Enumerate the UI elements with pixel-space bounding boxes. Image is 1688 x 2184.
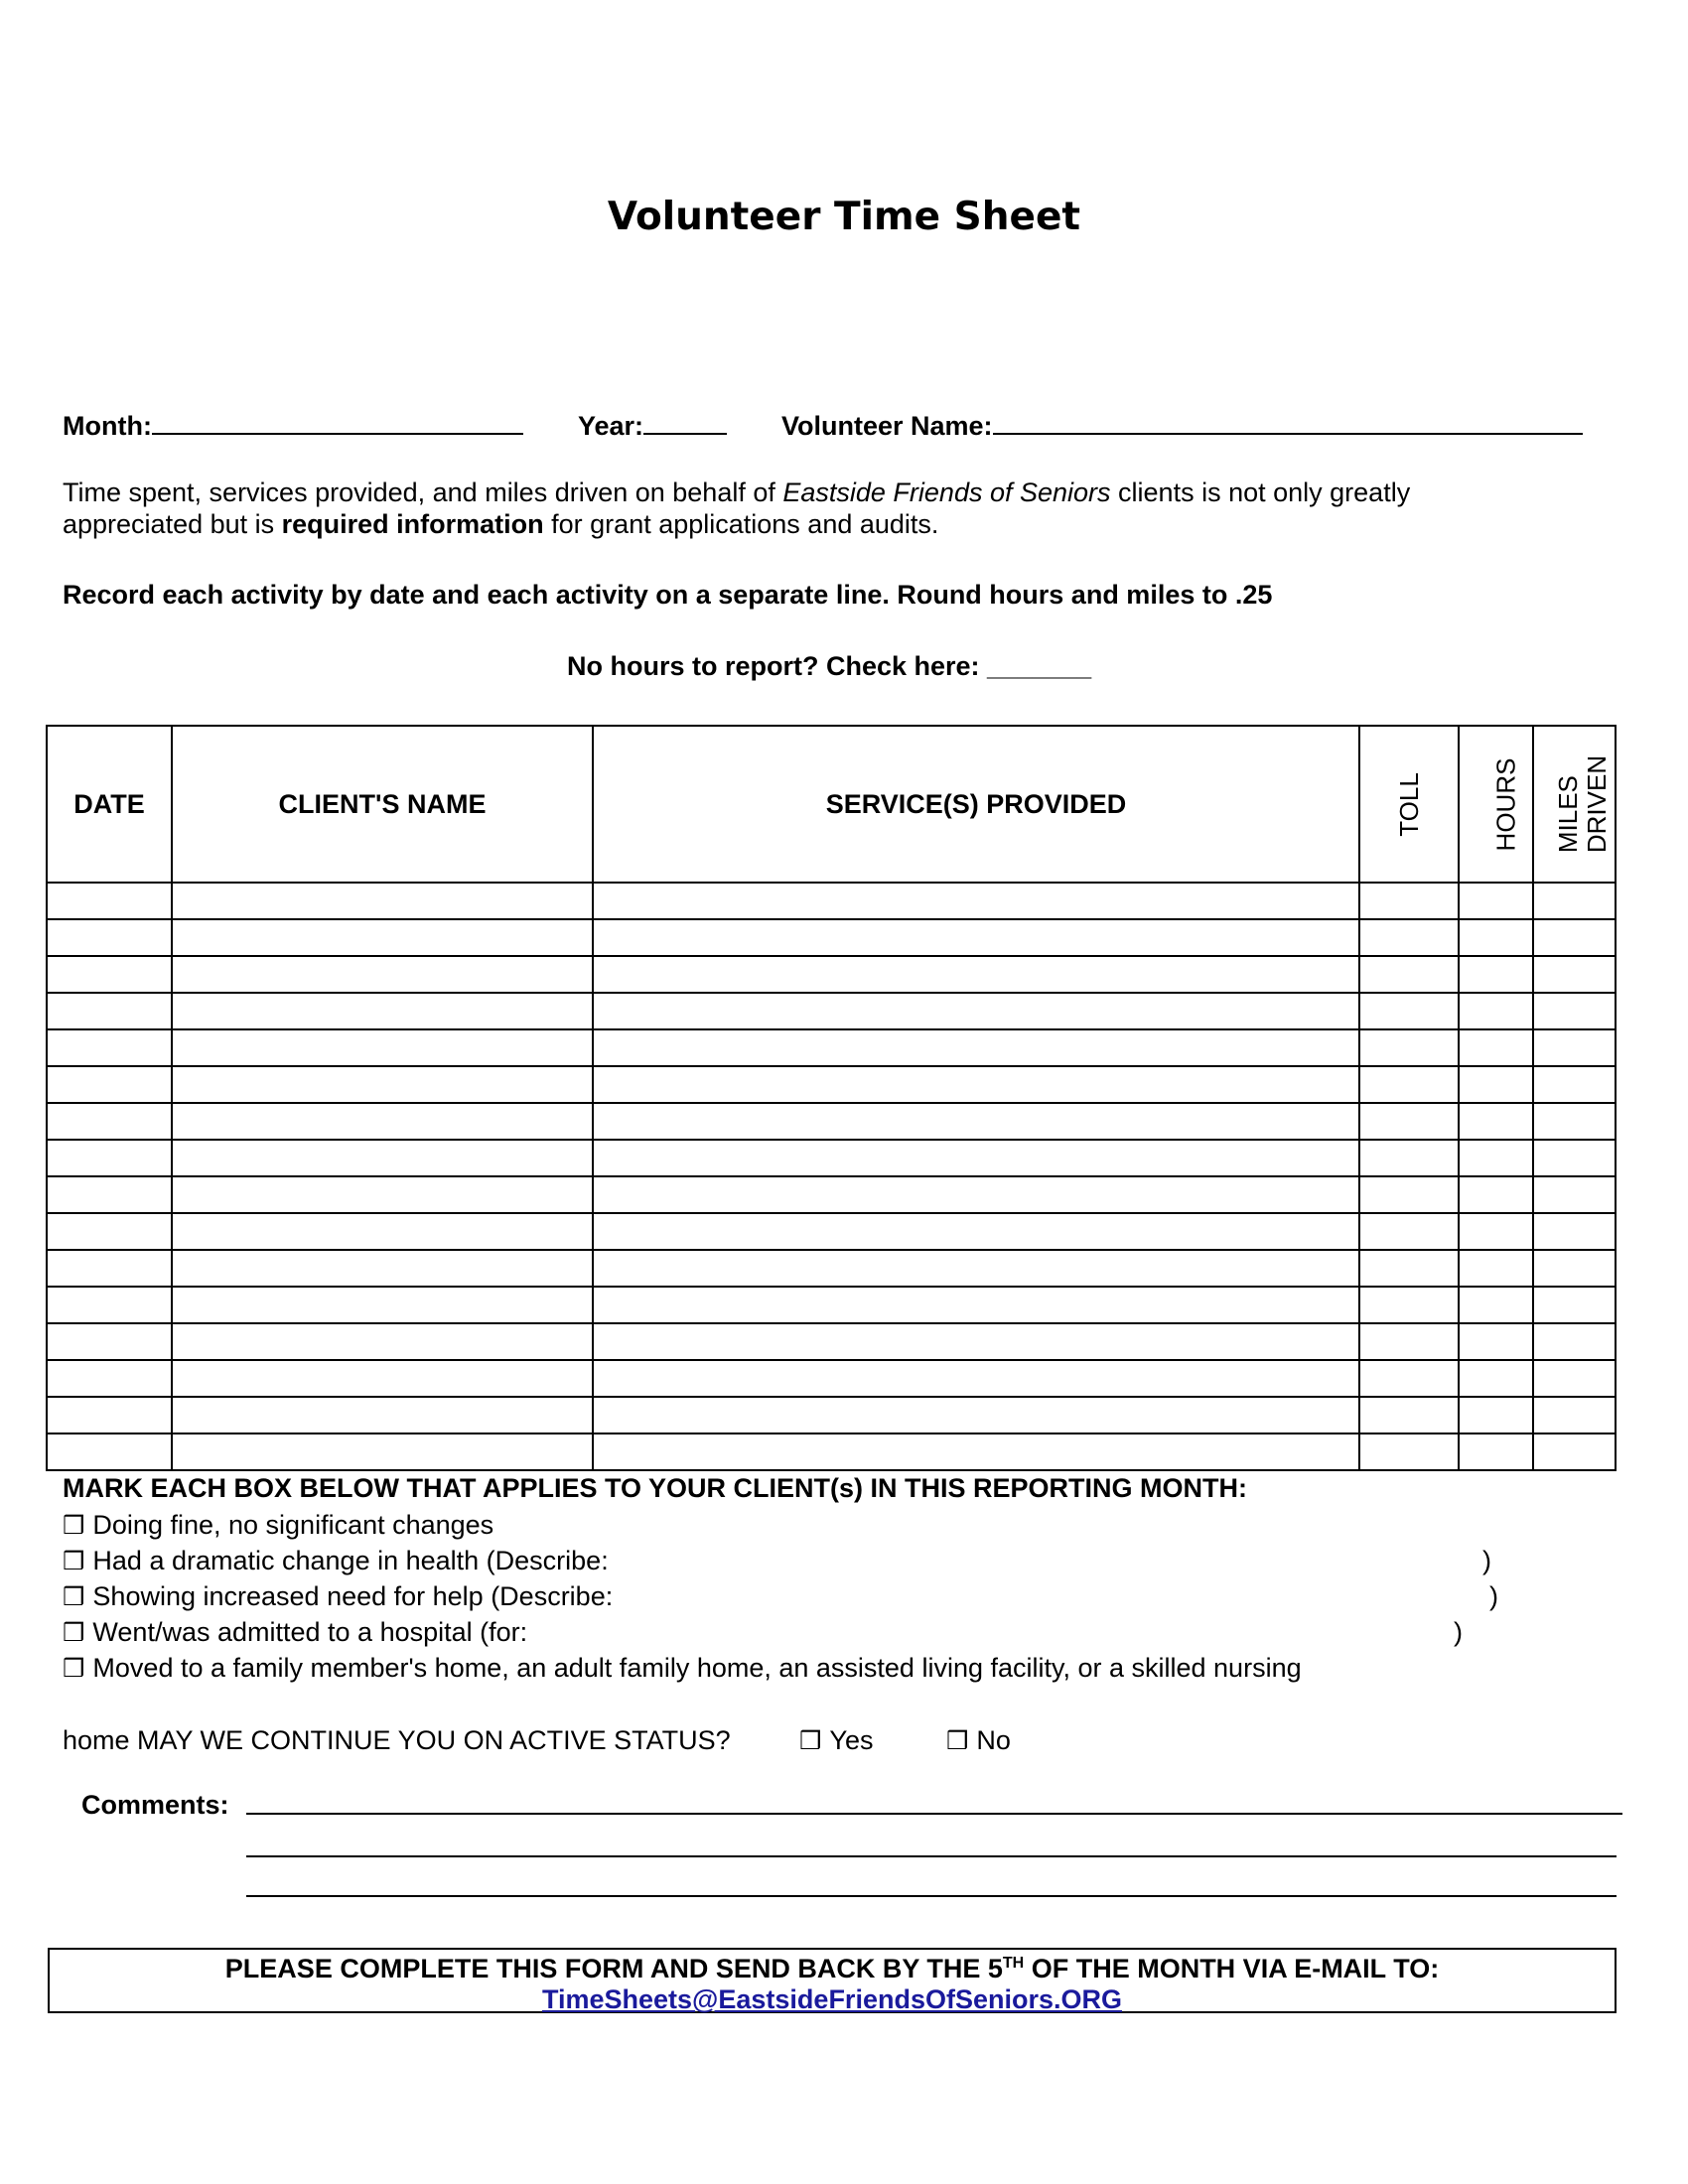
toll-cell[interactable] [1359, 1213, 1459, 1250]
hours-cell[interactable] [1459, 1066, 1533, 1103]
table-body [47, 883, 1616, 1470]
active-yes-option[interactable] [799, 1725, 873, 1756]
toll-cell[interactable] [1359, 1066, 1459, 1103]
toll-cell[interactable] [1359, 1323, 1459, 1360]
client-name-cell[interactable] [172, 883, 593, 919]
month-field [63, 411, 523, 442]
close-paren: ) [1489, 1581, 1498, 1611]
hours-cell[interactable] [1459, 993, 1533, 1029]
client-name-cell[interactable] [172, 1287, 593, 1323]
year-field [578, 411, 727, 442]
comments-line-2[interactable] [246, 1855, 1617, 1857]
toll-cell[interactable] [1359, 1103, 1459, 1140]
toll-cell[interactable] [1359, 919, 1459, 956]
intro-line-1 [63, 478, 1410, 508]
notice-text: OF THE MONTH VIA E-MAIL TO: [1024, 1954, 1440, 1983]
month-input[interactable] [152, 411, 523, 435]
client-name-cell[interactable] [172, 1103, 593, 1140]
status-item-doing-fine[interactable] [63, 1510, 493, 1541]
services-cell[interactable] [593, 1323, 1359, 1360]
col-client-name: CLIENT'S NAME [172, 726, 593, 883]
miles-cell[interactable] [1533, 1287, 1616, 1323]
submission-instruction [50, 1954, 1615, 1984]
checkbox-icon[interactable]: ❒ [799, 1727, 822, 1755]
client-name-cell[interactable] [172, 1176, 593, 1213]
date-cell[interactable] [47, 1140, 172, 1176]
miles-cell[interactable] [1533, 993, 1616, 1029]
table-row [47, 1287, 1616, 1323]
table-row [47, 1066, 1616, 1103]
comments-label: Comments: [81, 1790, 229, 1820]
miles-cell[interactable] [1533, 1029, 1616, 1066]
col-services: SERVICE(S) PROVIDED [593, 726, 1359, 883]
volunteer-name-field [781, 411, 1583, 442]
table-row [47, 919, 1616, 956]
miles-cell[interactable] [1533, 1140, 1616, 1176]
page-title: Volunteer Time Sheet [607, 195, 1081, 239]
services-cell[interactable] [593, 956, 1359, 993]
table-row [47, 1176, 1616, 1213]
date-cell[interactable] [47, 1360, 172, 1397]
submission-notice [48, 1948, 1617, 2013]
services-cell[interactable] [593, 1176, 1359, 1213]
services-cell[interactable] [593, 1103, 1359, 1140]
checkbox-icon[interactable]: ❒ [63, 1583, 85, 1611]
hours-cell[interactable] [1459, 919, 1533, 956]
date-cell[interactable] [47, 1287, 172, 1323]
toll-cell[interactable] [1359, 883, 1459, 919]
services-cell[interactable] [593, 1360, 1359, 1397]
checkbox-icon[interactable]: ❒ [63, 1655, 85, 1683]
date-cell[interactable] [47, 1433, 172, 1470]
hours-cell[interactable] [1459, 1433, 1533, 1470]
services-cell[interactable] [593, 1066, 1359, 1103]
comments-line-3[interactable] [246, 1895, 1617, 1897]
toll-cell[interactable] [1359, 956, 1459, 993]
miles-cell[interactable] [1533, 883, 1616, 919]
miles-cell[interactable] [1533, 1433, 1616, 1470]
miles-cell[interactable] [1533, 1360, 1616, 1397]
toll-cell[interactable] [1359, 1287, 1459, 1323]
toll-cell[interactable] [1359, 1176, 1459, 1213]
miles-cell[interactable] [1533, 1213, 1616, 1250]
status-item-label: Doing fine, no significant changes [92, 1510, 494, 1540]
status-heading: MARK EACH BOX BELOW THAT APPLIES TO YOUR CLIENT(s) IN THIS REPORTING MONTH: [63, 1473, 1248, 1503]
table-row [47, 1140, 1616, 1176]
miles-cell[interactable] [1533, 1397, 1616, 1433]
close-paren: ) [1454, 1617, 1463, 1647]
client-name-cell[interactable] [172, 1397, 593, 1433]
intro-line-2 [63, 509, 938, 540]
date-cell[interactable] [47, 1066, 172, 1103]
table-header-row [47, 726, 1616, 883]
hours-cell[interactable] [1459, 1250, 1533, 1287]
miles-cell[interactable] [1533, 1323, 1616, 1360]
client-name-cell[interactable] [172, 1250, 593, 1287]
miles-cell[interactable] [1533, 1176, 1616, 1213]
hours-cell[interactable] [1459, 1397, 1533, 1433]
checkbox-icon[interactable]: ❒ [63, 1512, 85, 1540]
date-cell[interactable] [47, 919, 172, 956]
toll-cell[interactable] [1359, 1360, 1459, 1397]
col-toll [1359, 726, 1459, 883]
date-cell[interactable] [47, 1397, 172, 1433]
hours-cell[interactable] [1459, 1029, 1533, 1066]
client-name-cell[interactable] [172, 1323, 593, 1360]
checkbox-icon[interactable]: ❒ [63, 1619, 85, 1647]
volunteer-name-label: Volunteer Name: [781, 411, 993, 441]
status-item-label: Went/was admitted to a hospital (for: [92, 1617, 528, 1647]
table-row [47, 1029, 1616, 1066]
hours-cell[interactable] [1459, 1103, 1533, 1140]
status-item-label: Moved to a family member's home, an adult family home, an assisted living facility, or a skilled nursing [92, 1653, 1302, 1683]
intro-text: appreciated but is [63, 509, 282, 539]
comments-line-1[interactable] [246, 1813, 1622, 1815]
close-paren: ) [1482, 1546, 1491, 1575]
date-cell[interactable] [47, 1029, 172, 1066]
status-item-label: Had a dramatic change in health (Describe: [92, 1546, 609, 1575]
services-cell[interactable] [593, 1140, 1359, 1176]
miles-cell[interactable] [1533, 1250, 1616, 1287]
intro-text: for grant applications and audits. [543, 509, 939, 539]
date-cell[interactable] [47, 1250, 172, 1287]
date-cell[interactable] [47, 883, 172, 919]
client-name-cell[interactable] [172, 1213, 593, 1250]
hours-cell[interactable] [1459, 883, 1533, 919]
table-row [47, 1323, 1616, 1360]
client-name-cell[interactable] [172, 1140, 593, 1176]
services-cell[interactable] [593, 1029, 1359, 1066]
status-item-moved[interactable] [63, 1653, 1302, 1684]
miles-cell[interactable] [1533, 919, 1616, 956]
hours-cell[interactable] [1459, 1176, 1533, 1213]
miles-cell[interactable] [1533, 1066, 1616, 1103]
col-miles-driven [1533, 726, 1616, 883]
client-name-cell[interactable] [172, 1029, 593, 1066]
date-cell[interactable] [47, 1103, 172, 1140]
active-status-question: home MAY WE CONTINUE YOU ON ACTIVE STATUS? [63, 1725, 731, 1755]
client-name-cell[interactable] [172, 1066, 593, 1103]
instruction-text: Record each activity by date and each activity on a separate line. Round hours and miles to .25 [63, 580, 1273, 610]
date-cell[interactable] [47, 956, 172, 993]
client-name-cell[interactable] [172, 1433, 593, 1470]
no-hours-check[interactable]: No hours to report? Check here: _______ [567, 651, 1092, 681]
month-label: Month: [63, 411, 152, 441]
activity-table [46, 725, 1617, 1471]
hours-cell[interactable] [1459, 1360, 1533, 1397]
table-row [47, 1360, 1616, 1397]
status-item-increased-need[interactable] [63, 1581, 613, 1612]
client-name-cell[interactable] [172, 919, 593, 956]
miles-cell[interactable] [1533, 956, 1616, 993]
status-item-label: Showing increased need for help (Describe: [92, 1581, 614, 1611]
date-cell[interactable] [47, 1176, 172, 1213]
required-info-text: required information [281, 509, 544, 539]
table-row [47, 956, 1616, 993]
toll-cell[interactable] [1359, 1433, 1459, 1470]
volunteer-name-input[interactable] [993, 411, 1583, 435]
intro-text: Time spent, services provided, and miles driven on behalf of [63, 478, 783, 507]
hours-cell[interactable] [1459, 956, 1533, 993]
status-item-health-change[interactable] [63, 1546, 609, 1576]
table-row [47, 1103, 1616, 1140]
year-label: Year: [578, 411, 644, 441]
yes-label: Yes [829, 1725, 874, 1755]
year-input[interactable] [643, 411, 727, 435]
miles-driven-header: MILES DRIVEN [1553, 754, 1613, 853]
client-name-cell[interactable] [172, 956, 593, 993]
services-cell[interactable] [593, 883, 1359, 919]
checkbox-icon[interactable]: ❒ [946, 1727, 969, 1755]
services-cell[interactable] [593, 919, 1359, 956]
services-cell[interactable] [593, 1213, 1359, 1250]
date-cell[interactable] [47, 1213, 172, 1250]
notice-text: PLEASE COMPLETE THIS FORM AND SEND BACK BY THE 5 [224, 1954, 1003, 1983]
table-row [47, 1250, 1616, 1287]
toll-cell[interactable] [1359, 1029, 1459, 1066]
toll-cell[interactable] [1359, 1250, 1459, 1287]
active-no-option[interactable] [946, 1725, 1011, 1756]
hours-header: HOURS [1490, 757, 1521, 851]
table-row [47, 1433, 1616, 1470]
toll-cell[interactable] [1359, 1397, 1459, 1433]
services-cell[interactable] [593, 1287, 1359, 1323]
col-hours [1459, 726, 1533, 883]
hours-cell[interactable] [1459, 1213, 1533, 1250]
date-cell[interactable] [47, 993, 172, 1029]
miles-cell[interactable] [1533, 1103, 1616, 1140]
table-row [47, 1213, 1616, 1250]
toll-header: TOLL [1393, 771, 1424, 837]
intro-text: clients is not only greatly [1110, 478, 1411, 507]
hours-cell[interactable] [1459, 1287, 1533, 1323]
no-label: No [976, 1725, 1011, 1755]
client-name-cell[interactable] [172, 1360, 593, 1397]
table-row [47, 883, 1616, 919]
checkbox-icon[interactable]: ❒ [63, 1548, 85, 1575]
table-row [47, 1397, 1616, 1433]
notice-sup: TH [1002, 1955, 1025, 1972]
hours-cell[interactable] [1459, 1323, 1533, 1360]
hours-cell[interactable] [1459, 1140, 1533, 1176]
toll-cell[interactable] [1359, 1140, 1459, 1176]
services-cell[interactable] [593, 1397, 1359, 1433]
status-item-hospital[interactable] [63, 1617, 527, 1648]
services-cell[interactable] [593, 1433, 1359, 1470]
table-row [47, 993, 1616, 1029]
services-cell[interactable] [593, 1250, 1359, 1287]
date-cell[interactable] [47, 1323, 172, 1360]
org-name: Eastside Friends of Seniors [782, 478, 1111, 507]
services-cell[interactable] [593, 993, 1359, 1029]
col-date: DATE [47, 726, 172, 883]
email-link[interactable]: TimeSheets@EastsideFriendsOfSeniors.ORG [541, 1984, 1122, 2014]
toll-cell[interactable] [1359, 993, 1459, 1029]
client-name-cell[interactable] [172, 993, 593, 1029]
